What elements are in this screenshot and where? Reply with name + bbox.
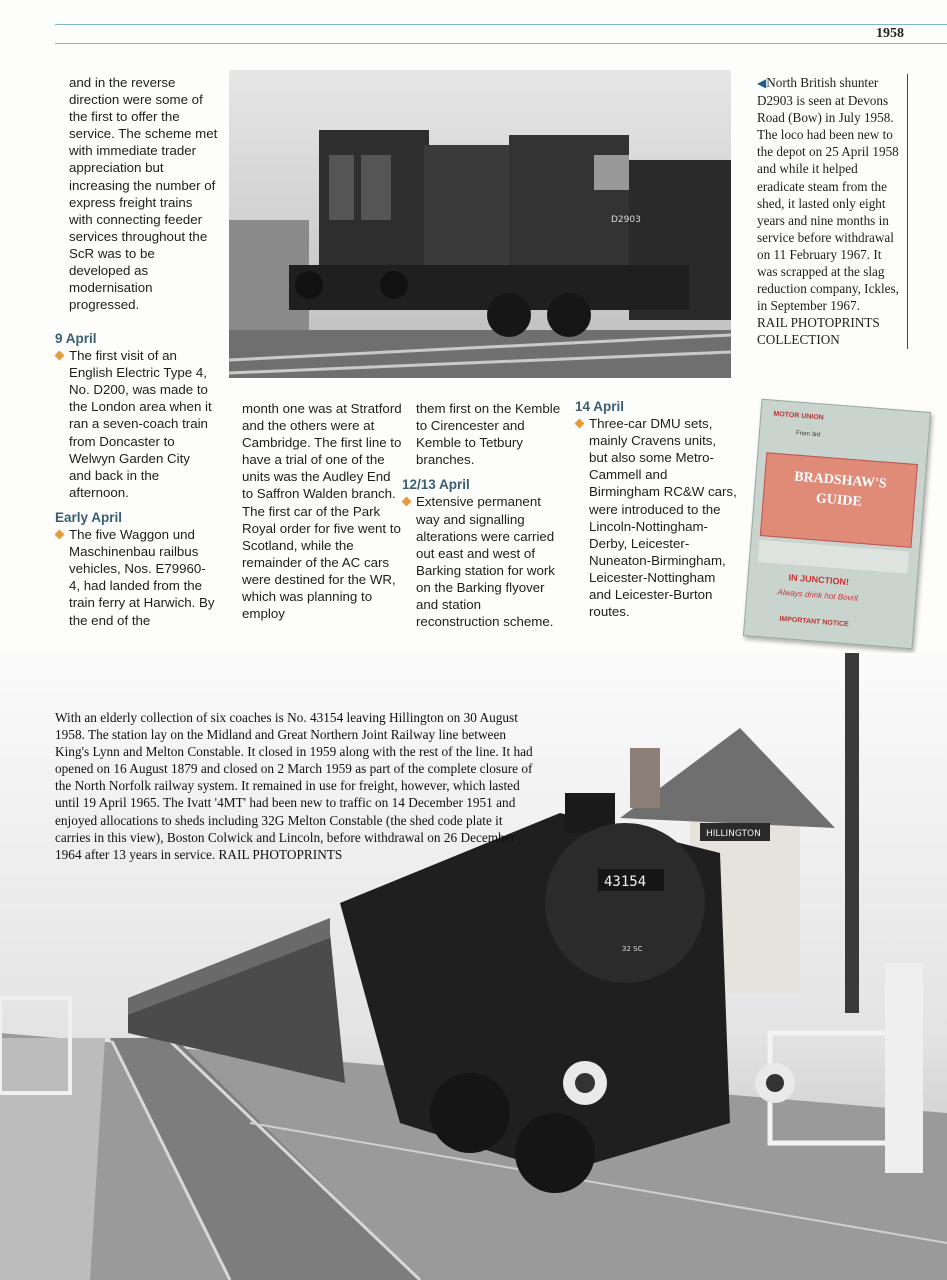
shunter-number-plate: D2903 [611, 215, 641, 225]
header-rule-bottom [55, 43, 947, 44]
brochure-top-text: MOTOR UNION [773, 410, 824, 422]
shunter-caption-credit: RAIL PHOTOPRINTS COLLECTION [757, 315, 880, 348]
column-3-paragraph: them first on the Kemble to Cirencester and Kemble to Tetbury branches. [416, 401, 561, 468]
date-heading-12-13-april: 12/13 April [402, 477, 470, 493]
intro-paragraph: and in the reverse direction were some of the first to offer the service. The scheme met with immediate trader appreciation but increasing the number of express freight trains with connecting feeder services throughout the ScR was to be developed as modernisation progressed. [69, 75, 218, 313]
loco-number-plate: 43154 [604, 874, 647, 890]
brochure-bottom-text: IMPORTANT NOTICE [779, 615, 849, 629]
text-column-2 [242, 400, 404, 622]
bradshaws-guide-image [743, 399, 931, 650]
date-heading-14-april: 14 April [575, 399, 625, 414]
header-rule-top [55, 24, 947, 25]
brochure-slogan-2: Always drink hot Bovril [777, 587, 859, 603]
signal-box-nameboard: HILLINGTON [706, 829, 761, 839]
text-column-1 [69, 74, 219, 313]
shed-code-plate: 32 SC [622, 945, 643, 953]
shunter-caption-text: North British shunter D2903 is seen at Devons Road (Bow) in July 1958. The loco had been new to the depot on 25 April 1958 and while it helped eradicate steam from the shed, it lasted only eight years and nine months in service before withdrawal on 11 February 1967. It was scrapped at the slag reduction company, Ickles, in September 1967. [757, 75, 899, 314]
date-heading-early-april: Early April [55, 509, 123, 525]
entry-12-13-april: Extensive permanent way and signalling alterations were carried out east and west of Barking station for work on the Barking flyover and station reconstruction scheme. [402, 493, 562, 630]
brochure-title-1: BRADSHAW'S [793, 469, 888, 492]
page-year: 1958 [876, 26, 904, 41]
text-column-3 [402, 400, 562, 630]
text-column-1b [55, 330, 215, 629]
date-heading-9-april: 9 April [55, 331, 97, 346]
text-column-4 [575, 398, 737, 620]
shunter-photo [229, 70, 731, 378]
triangle-left-icon: ◀ [757, 76, 767, 90]
shunter-illustration [229, 70, 731, 378]
entry-9-april: The first visit of an English Electric Type 4, No. D200, was made to the London area when it ran a seven-coach train from Doncaster to Welwyn Garden City and back in the afternoon. [55, 347, 215, 501]
shunter-caption [757, 74, 908, 349]
brochure-from-text: From 3rd [795, 430, 821, 439]
entry-early-april: The five Waggon und Maschinenbau railbus vehicles, Nos. E79960-4, had landed from the train ferry at Harwich. By the end of the [55, 526, 215, 629]
brochure-title-2: GUIDE [815, 491, 863, 510]
column-2-paragraph: month one was at Stratford and the others were at Cambridge. The first line to have a trial of one of the units was the Audley End to Saffron Walden branch. The first car of the Park Royal order for five went to Scotland, while the remainder of the AC cars were destined for the WR, which was planning to employ [242, 401, 402, 622]
hillington-caption: With an elderly collection of six coaches is No. 43154 leaving Hillington on 30 August 1958. The station lay on the Midland and Great Northern Joint Railway line between King's Lynn and Melton Constable. It closed in 1959 along with the rest of the line. It had opened on 16 August 1879 and closed on 2 March 1959 as part of the complete closure of the North Norfolk railway system. It remained in use for freight, however, which lasted until 19 April 1965. The Ivatt '4MT' had been new to traffic on 14 December 1951 and enjoyed allocations to sheds including 32G Melton Constable (the shed code plate it carries in this view), Boston Colwick and Lincoln, before withdrawal on 26 December 1964 after 13 years in service. RAIL PHOTOPRINTS [55, 710, 533, 862]
entry-14-april: Three-car DMU sets, mainly Cravens units, but also some Metro-Cammell and Birmingham RC&W cars, were introduced to the Lincoln-Nottingham-Derby, Leicester-Nuneaton-Birmingham, Leicester-Nottingham and Leicester-Burton routes. [575, 415, 737, 620]
brochure-slogan-1: IN JUNCTION! [788, 572, 850, 588]
